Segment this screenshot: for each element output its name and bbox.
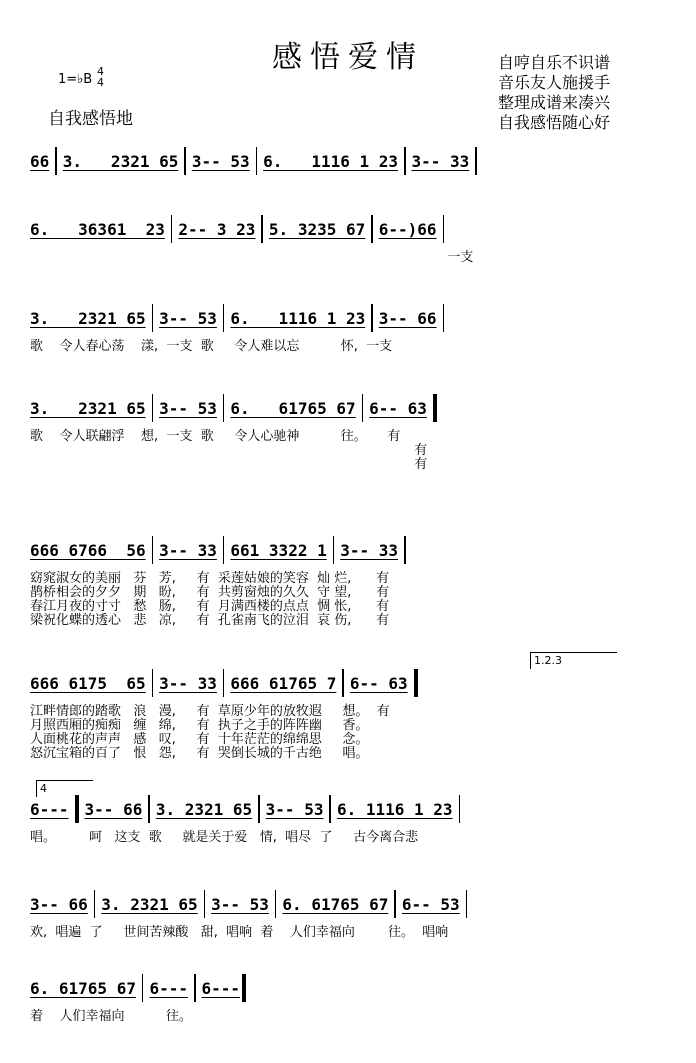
- lyric-line: 歌 令人联翩浮 想, 一支 歌 令人心驰神 往。 有: [30, 429, 401, 444]
- credit-line-3: 整理成谱来凑兴: [498, 93, 611, 112]
- barline: [223, 394, 225, 422]
- score-row: [30, 670, 666, 761]
- lyric-line: 怒沉宝箱的百了 恨 怨, 有 哭倒长城的千古绝 唱。: [30, 746, 369, 761]
- lyric-line: 有: [30, 443, 428, 458]
- measure: 3-- 53: [159, 308, 217, 328]
- measure: 3-- 53: [191, 151, 250, 171]
- score-row: [30, 537, 666, 628]
- barline: [152, 536, 154, 564]
- measure: 6. 61765 67: [230, 398, 356, 418]
- barline: [443, 215, 445, 243]
- repeat-barline: [75, 795, 79, 823]
- measure: 661 3322 1: [230, 540, 327, 560]
- measure: 3-- 33: [159, 540, 217, 560]
- credit-line-4: 自我感悟随心好: [498, 113, 611, 132]
- barline: [142, 974, 144, 1002]
- measure: 6---: [30, 799, 69, 819]
- barline: [459, 795, 461, 823]
- measure: 6. 36361 23: [30, 219, 165, 239]
- barline: [258, 795, 260, 823]
- lyric-line: 鹊桥相会的夕夕 期 盼, 有 共剪窗烛的久久 守 望, 有: [30, 585, 390, 600]
- measure: 666 6766 56: [30, 540, 146, 560]
- measure: 6. 1116 1 23: [336, 799, 453, 819]
- barline: [148, 795, 150, 823]
- song-title: 感悟爱情: [272, 40, 424, 75]
- notation-line: [30, 975, 252, 1001]
- score-row: [30, 148, 666, 208]
- measure: 6. 1116 1 23: [230, 308, 366, 328]
- score-row: [30, 305, 666, 365]
- measure: 6---: [201, 978, 241, 998]
- lyric-line: 窈窕淑女的美丽 芬 芳, 有 采莲姑娘的笑容 灿 烂, 有: [30, 571, 390, 586]
- measure: 3. 2321 65: [155, 799, 253, 819]
- measure: 6--)66: [378, 219, 437, 239]
- notation-line: [30, 891, 473, 917]
- measure: 666 6175 65: [30, 673, 146, 693]
- lyric-line: 有: [30, 457, 428, 472]
- barline: [329, 795, 331, 823]
- measure: 3. 2321 65: [30, 308, 146, 328]
- barline: [261, 215, 263, 243]
- notation-line: [30, 148, 483, 174]
- lyric-line: 江畔情郎的踏歌 浪 漫, 有 草原少年的放牧遐 想。 有: [30, 704, 390, 719]
- lyric-line: 月照西厢的痴痴 缠 绵, 有 执子之手的阵阵幽 香。: [30, 718, 369, 733]
- lyric-line: 人面桃花的声声 感 叹, 有 十年茫茫的绵绵思 念。: [30, 732, 369, 747]
- score-row: [30, 891, 666, 951]
- lyric-line: 梁祝化蝶的透心 悲 凉, 有 孔雀南飞的泣泪 哀 伤, 有: [30, 613, 390, 628]
- measure: 6. 61765 67: [30, 978, 136, 998]
- score-row: [30, 975, 666, 1035]
- measure: 3-- 66: [84, 799, 143, 819]
- measure: 3-- 33: [159, 673, 217, 693]
- lyric-line: 着 人们幸福向 往。: [30, 1009, 192, 1024]
- measure: 3-- 53: [265, 799, 324, 819]
- barline: [466, 890, 468, 918]
- barline: [362, 394, 364, 422]
- barline: [223, 304, 225, 332]
- barline: [342, 669, 344, 697]
- score-row: [30, 216, 666, 276]
- measure: 3. 2321 65: [30, 398, 146, 418]
- barline: [404, 536, 406, 564]
- measure: 5. 3235 67: [268, 219, 366, 239]
- score-row: [30, 796, 666, 856]
- barline: [171, 215, 173, 243]
- barline: [256, 147, 258, 175]
- time-signature: [97, 66, 104, 88]
- barline: [371, 215, 373, 243]
- lyric-line: 唱。 呵 这支 歌 就是关于爱 情, 唱尽 了 古今离合悲: [30, 830, 419, 845]
- measure: 6---: [149, 978, 188, 998]
- repeat-barline: [414, 669, 418, 697]
- repeat-barline: [242, 974, 246, 1002]
- barline: [394, 890, 396, 918]
- volta-1-2-3: 1.2.3: [530, 652, 617, 669]
- barline: [475, 147, 477, 175]
- measure: 3. 2321 65: [101, 894, 198, 914]
- notation-line: [30, 670, 424, 696]
- barline: [371, 304, 373, 332]
- notation-line: [30, 537, 412, 563]
- measure: 2-- 3 23: [178, 219, 256, 239]
- barline: [404, 147, 406, 175]
- measure: 6-- 63: [369, 398, 427, 418]
- repeat-barline: [433, 394, 437, 422]
- notation-line: [30, 216, 450, 242]
- barline: [204, 890, 206, 918]
- barline: [443, 304, 445, 332]
- notation-line: [30, 305, 450, 331]
- credit-line-2: 音乐友人施援手: [498, 73, 611, 92]
- lyric-line: 歌 令人春心荡 漾, 一支 歌 令人难以忘 怀, 一支: [30, 339, 393, 354]
- barline: [223, 669, 225, 697]
- measure: 3-- 33: [411, 151, 470, 171]
- measure: 666 61765 7: [230, 673, 337, 693]
- barline: [152, 669, 154, 697]
- time-signature-bottom: 4: [97, 76, 104, 89]
- measure: 3-- 66: [30, 894, 88, 914]
- measure: 66: [30, 151, 50, 171]
- score-row: [30, 395, 666, 472]
- barline: [223, 536, 225, 564]
- tempo-marking: 自我感悟地: [48, 109, 133, 129]
- measure: 3-- 33: [340, 540, 399, 560]
- barline: [55, 147, 57, 175]
- lyric-line: 春江月夜的寸寸 愁 肠, 有 月满西楼的点点 惆 怅, 有: [30, 599, 390, 614]
- credit-line-1: 自哼自乐不识谱: [498, 53, 611, 72]
- measure: 6-- 63: [349, 673, 408, 693]
- notation-line: [30, 395, 443, 421]
- volta-4: 4: [36, 780, 93, 797]
- measure: 3-- 53: [211, 894, 269, 914]
- barline: [333, 536, 335, 564]
- measure: 6. 61765 67: [282, 894, 389, 914]
- measure: 3-- 66: [378, 308, 437, 328]
- key-signature: 1=♭B: [58, 72, 93, 87]
- barline: [184, 147, 186, 175]
- measure: 6-- 53: [401, 894, 460, 914]
- barline: [152, 394, 154, 422]
- barline: [275, 890, 277, 918]
- measure: 3. 2321 65: [62, 151, 179, 171]
- measure: 3-- 53: [159, 398, 217, 418]
- notation-line: [30, 796, 466, 822]
- measure: 6. 1116 1 23: [263, 151, 399, 171]
- barline: [94, 890, 96, 918]
- lyric-line: 一支: [30, 250, 474, 265]
- barline: [152, 304, 154, 332]
- time-signature-top: 4: [97, 65, 104, 78]
- barline: [194, 974, 196, 1002]
- lyric-line: 欢, 唱遍 了 世间苦辣酸 甜, 唱响 着 人们幸福向 往。 唱响: [30, 925, 449, 940]
